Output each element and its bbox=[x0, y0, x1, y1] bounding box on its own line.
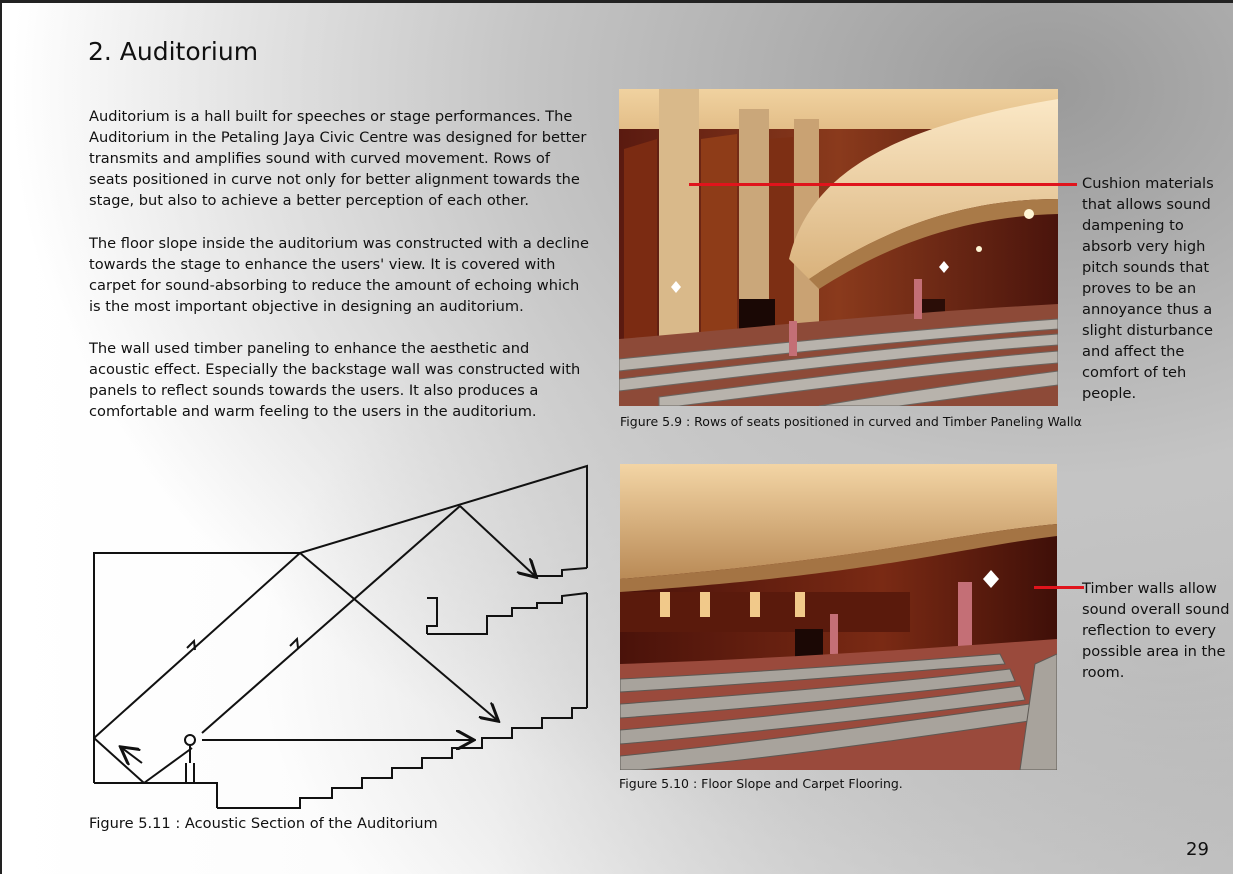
figure-5-10-caption: Figure 5.10 : Floor Slope and Carpet Flooring. bbox=[619, 776, 903, 791]
acoustic-section-diagram bbox=[82, 458, 602, 818]
paragraph-intro: Auditorium is a hall built for speeches or stage performances. The Auditorium in the Petaling Jaya Civic Centre was designed for better transmits and amplifies sound with curved movement. Rows of seats positioned in curve not only for better alignment towards the stage, but also to achieve a better perception of each other. bbox=[89, 108, 587, 209]
paragraph-floor-slope: The floor slope inside the auditorium was constructed with a decline towards the stage to enhance the users' view. It is covered with carpet for sound-absorbing to reduce the amount of echoing which is the most important objective in designing an auditorium. bbox=[89, 235, 589, 315]
page-number: 29 bbox=[1186, 839, 1209, 860]
auditorium-curved-seats-photo bbox=[619, 89, 1058, 406]
annotation-cushion-materials: Cushion materials that allows sound dampening to absorb very high pitch sounds that proves to be an annoyance thus a slight disturbance and affect the comfort of teh people. bbox=[1082, 175, 1214, 402]
annotation-timber-walls: Timber walls allow sound overall sound reflection to every possible area in the room. bbox=[1082, 580, 1230, 681]
page-title: 2. Auditorium bbox=[88, 37, 259, 66]
paragraph-timber-wall: The wall used timber paneling to enhance the aesthetic and acoustic effect. Especially the backstage wall was constructed with panels to reflect sounds towards the users. It also produces a comfortable and warm feeling to the users in the auditorium. bbox=[89, 340, 581, 420]
figure-5-9-caption: Figure 5.9 : Rows of seats positioned in curved and Timber Paneling Wall⍺ bbox=[620, 414, 1082, 429]
annotation-line-cushion bbox=[689, 183, 1077, 186]
annotation-line-timber bbox=[1034, 586, 1084, 589]
auditorium-floor-slope-photo bbox=[620, 464, 1057, 770]
figure-5-11-caption: Figure 5.11 : Acoustic Section of the Auditorium bbox=[89, 815, 438, 832]
